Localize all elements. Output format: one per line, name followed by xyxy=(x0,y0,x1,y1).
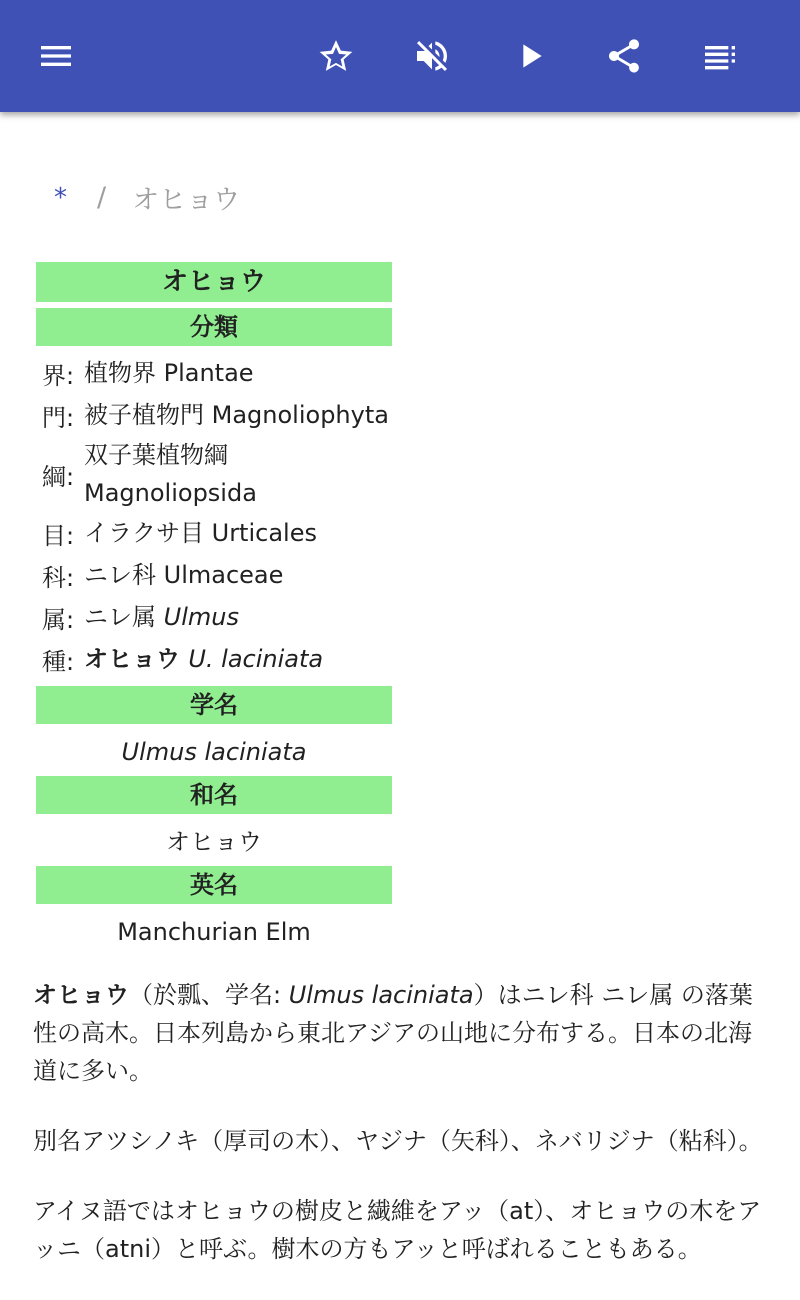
breadcrumb-separator: / xyxy=(97,182,107,213)
taxonomy-key: 界: xyxy=(42,361,75,390)
article-subject: オヒョウ xyxy=(33,981,129,1009)
play-icon[interactable] xyxy=(506,32,554,80)
taxonomy-row-class xyxy=(36,436,392,512)
menu-icon[interactable] xyxy=(32,32,80,80)
taxonomy-value[interactable] xyxy=(78,598,392,636)
taxonomy-key: 種: xyxy=(42,647,75,676)
classification-header: 分類 xyxy=(36,308,392,346)
article-body xyxy=(33,976,773,1300)
genus-latin: Ulmus xyxy=(163,603,239,631)
species-japanese: オヒョウ xyxy=(84,645,189,673)
taxonomy-value[interactable]: 双子葉植物綱 Magnoliopsida xyxy=(84,441,257,507)
species-latin: U. laciniata xyxy=(188,645,324,673)
taxonomy-value[interactable]: ニレ科 Ulmaceae xyxy=(84,561,284,589)
taxonomy-value[interactable]: イラクサ目 Urticales xyxy=(84,519,317,547)
taxonomy-row-division xyxy=(36,394,392,436)
taxonomy-value[interactable]: 植物界 Plantae xyxy=(84,359,254,387)
article-paragraph xyxy=(33,976,773,1090)
star-outline-icon[interactable] xyxy=(312,32,360,80)
japanese-name: オヒョウ xyxy=(166,828,262,856)
taxonomy-row-genus xyxy=(36,596,392,638)
article-scientific-name: Ulmus laciniata xyxy=(288,981,474,1009)
breadcrumb-home-link[interactable]: * xyxy=(54,182,67,213)
scientific-name-header: 学名 xyxy=(36,686,392,724)
taxonomy-key: 目: xyxy=(42,521,75,550)
taxonomy-value[interactable]: 被子植物門 Magnoliophyta xyxy=(84,401,389,429)
taxonomy-infobox xyxy=(36,262,392,956)
taxonomy-value xyxy=(78,640,392,678)
taxonomy-row-kingdom xyxy=(36,352,392,394)
article-text: （於瓢、学名: xyxy=(129,981,289,1009)
playlist-icon[interactable] xyxy=(696,32,744,80)
taxonomy-key: 綱: xyxy=(42,462,75,491)
taxonomy-row-family xyxy=(36,554,392,596)
volume-off-icon[interactable] xyxy=(408,32,456,80)
scientific-name: Ulmus laciniata xyxy=(121,738,307,766)
taxonomy-key: 属: xyxy=(42,605,75,634)
app-toolbar xyxy=(0,0,800,112)
article-paragraph: 別名アツシノキ（厚司の木）、ヤジナ（矢科）、ネバリジナ（粘科）。 xyxy=(33,1127,763,1155)
article-paragraph: アイヌ語ではオヒョウの樹皮と繊維をアッ（at）、オヒョウの木をアッニ（atni）と呼ぶ。樹木の方もアッと呼ばれることもある。 xyxy=(33,1197,762,1263)
taxonomy-rows xyxy=(36,352,392,680)
infobox-title: オヒョウ xyxy=(36,262,392,302)
taxonomy-row-order xyxy=(36,512,392,554)
english-name-header: 英名 xyxy=(36,866,392,904)
taxonomy-key: 科: xyxy=(42,563,75,592)
taxonomy-row-species xyxy=(36,638,392,680)
taxonomy-key: 門: xyxy=(42,403,75,432)
japanese-name-header: 和名 xyxy=(36,776,392,814)
breadcrumb-current: オヒョウ xyxy=(132,185,241,216)
english-name: Manchurian Elm xyxy=(117,918,311,946)
genus-japanese: ニレ属 xyxy=(84,603,164,631)
breadcrumb xyxy=(54,178,240,217)
article-text: ）はニレ科 ニレ属 の落葉性の高木。日本列島から東北アジアの山地に分布する。日本の北海道に多い。 xyxy=(33,981,753,1085)
share-icon[interactable] xyxy=(600,32,648,80)
